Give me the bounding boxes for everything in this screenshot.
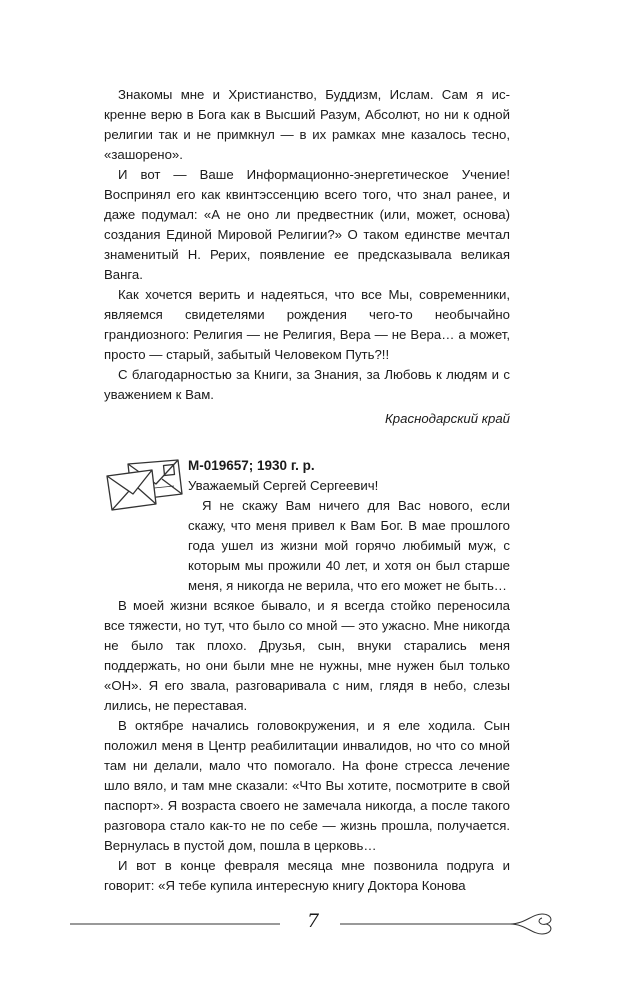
paragraph: И вот в конце февраля месяца мне позвонила подруга и говорит: «Я тебе купила интересную книгу Доктора Конова <box>104 858 510 893</box>
paragraph: Как хочется верить и надеяться, что все Мы, современники, являемся свидетелями рождения чего-то необычайно грандиозного: Религия — не Религия, Вера — не Вера… а может, просто — старый, забытый Человеком Путь?!! <box>104 287 510 362</box>
paragraph: В моей жизни всякое бывало, и я всегда стойко переносила все тяжести, но тут, что было со мной — это ужасно. Мне никогда не было так плохо. Друзья, сын, внуки старались меня поддержать, но они были мне не нужны, мне нужен был только «ОН». Я его звала, разговаривала с ним, глядя в небо, слезы лились, не переставая. <box>104 598 510 713</box>
page-footer <box>70 906 560 942</box>
letter-block <box>104 456 510 896</box>
paragraph: И вот — Ваше Информационно-энергетическое Учение! Воспринял его как квинтэссенцию всего того, что знал ранее, и даже подумал: «А не оно ли предвестник (или, может, основа) создания Единой Мировой Религии?» О таком единстве мечтал знаменитый Н. Рерих, появление ее предсказывала великая Ванга. <box>104 167 510 282</box>
greeting: Уважаемый Сергей Сергеевич! <box>188 478 379 493</box>
signature-region: Краснодарский край <box>385 411 510 426</box>
page-number: 7 <box>306 910 320 932</box>
letter-header: М-019657; 1930 г. р. <box>188 458 315 473</box>
paragraph: В октябре начались головокружения, и я еле ходила. Сын положил меня в Центр реабилитации инвалидов, но что со мной там ни делали, мало что помогало. На фоне стресса лечение шло вяло, и там мне сказали: «Что Вы хотите, посмотрите в свой паспорт». Я возраста своего не замечала никогда, а после такого разговора стало как-то не по себе — жизнь прошла, получается. Вернулась в пустой дом, пошла в церковь… <box>104 718 510 853</box>
paragraph: Знакомы мне и Христианство, Буддизм, Ислам. Сам я искренне верю в Бога как в Высший Разум, Абсолют, но ни к одной религии так и не примкнул — в их рамках мне казалось тесно, «зашорено». <box>104 87 510 162</box>
paragraph: С благодарностью за Книги, за Знания, за Любовь к людям и с уважением к Вам. <box>104 367 510 402</box>
previous-letter-ending <box>104 85 510 429</box>
paragraph: Я не скажу Вам ничего для Вас нового, если скажу, что меня привел к Вам Бог. В мае прошлого года ушел из жизни мой горячо любимый муж, с которым мы прожили 40 лет, и хотя он был старше меня, я никогда не верила, что его может не быть… <box>188 498 510 593</box>
